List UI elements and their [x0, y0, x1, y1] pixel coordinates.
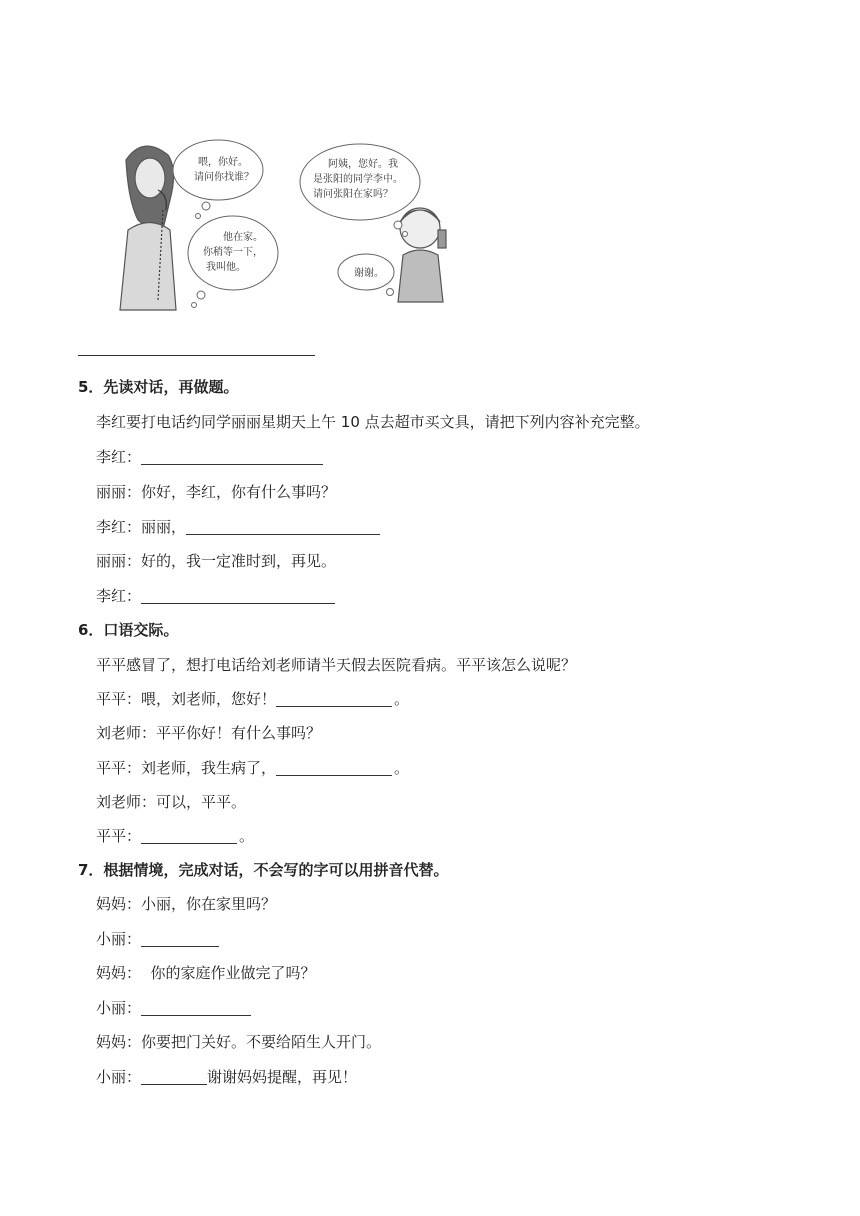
speaker: 丽丽： [96, 552, 142, 570]
woman-figure [120, 146, 176, 310]
speaker: 刘老师： [96, 724, 157, 742]
speaker: 平平： [96, 759, 142, 777]
speaker: 丽丽： [96, 483, 142, 501]
speaker: 李红： [96, 518, 142, 536]
dialogue-text: 刘老师，我生病了， [141, 759, 277, 777]
q5-title: 5．先读对话，再做题。 [78, 378, 239, 396]
answer-blank[interactable] [141, 827, 237, 844]
answer-blank[interactable] [141, 930, 219, 947]
q7-line-3 [96, 962, 316, 983]
speaker: 平平： [96, 690, 142, 708]
dialogue-text: 可以，平平。 [156, 793, 247, 811]
answer-blank[interactable] [276, 690, 392, 707]
dialogue-text: 你的家庭作业做完了吗？ [141, 964, 316, 982]
speaker: 妈妈： [96, 964, 142, 982]
q5-line-5 [96, 585, 335, 606]
woman-bubble-2-line-1: 他在家。 [223, 232, 263, 243]
q5-line-4 [96, 550, 336, 571]
boy-figure [398, 208, 446, 302]
answer-line-q4[interactable] [78, 355, 315, 356]
speaker: 小丽： [96, 1068, 142, 1086]
q6-line-2 [96, 722, 321, 743]
q6-line-1 [96, 688, 409, 709]
dialogue-text: 丽丽， [141, 518, 187, 536]
q7-line-1 [96, 893, 276, 914]
woman-bubble-2-line-3: 我叫他。 [206, 262, 246, 273]
q7-title: 7．根据情境，完成对话，不会写的字可以用拼音代替。 [78, 861, 449, 879]
q5-intro: 李红要打电话约同学丽丽星期天上午 10 点去超市买文具，请把下列内容补充完整。 [96, 413, 650, 431]
answer-blank[interactable] [141, 587, 335, 604]
q6-line-4 [96, 791, 246, 812]
speaker: 妈妈： [96, 895, 142, 913]
woman-bubble-1-line-1: 喂，你好。 [198, 157, 248, 168]
speaker: 妈妈： [96, 1033, 142, 1051]
phone-call-illustration [98, 130, 478, 320]
q7-line-2 [96, 928, 219, 949]
woman-bubble-1-line-2: 请问你找谁？ [194, 172, 254, 183]
dialogue-text: 平平你好！有什么事吗？ [156, 724, 322, 742]
answer-blank[interactable] [141, 1068, 207, 1085]
speaker: 李红： [96, 448, 142, 466]
q7-line-5 [96, 1031, 381, 1052]
q5-line-3 [96, 516, 380, 537]
q6-line-5 [96, 825, 254, 846]
speaker: 刘老师： [96, 793, 157, 811]
q7-line-6 [96, 1066, 357, 1087]
speaker: 小丽： [96, 930, 142, 948]
answer-blank[interactable] [186, 518, 380, 535]
speaker: 李红： [96, 587, 142, 605]
answer-blank[interactable] [141, 448, 323, 465]
boy-bubble-1-line-3: 请问张阳在家吗？ [313, 189, 393, 200]
speaker: 小丽： [96, 999, 142, 1017]
q6-line-3 [96, 757, 409, 778]
line-suffix: 。 [239, 827, 255, 845]
dialogue-text: 你好，李红，你有什么事吗？ [141, 483, 337, 501]
boy-bubble-2-text: 谢谢。 [354, 268, 384, 279]
q7-line-4 [96, 997, 251, 1018]
boy-bubble-1-line-1: 阿姨，您好。我 [328, 159, 398, 170]
answer-blank[interactable] [276, 759, 392, 776]
woman-bubble-2-line-2: 你稍等一下， [203, 247, 263, 258]
q5-line-2 [96, 481, 336, 502]
line-suffix: 。 [394, 759, 410, 777]
speaker: 平平： [96, 827, 142, 845]
q5-line-1 [96, 446, 323, 467]
q6-title: 6．口语交际。 [78, 621, 179, 639]
dialogue-text: 喂，刘老师，您好！ [141, 690, 277, 708]
line-suffix: 。 [394, 690, 410, 708]
boy-bubble-1-line-2: 是张阳的同学李中。 [313, 174, 403, 185]
dialogue-text: 好的，我一定准时到，再见。 [141, 552, 337, 570]
answer-blank[interactable] [141, 999, 251, 1016]
q6-intro: 平平感冒了，想打电话给刘老师请半天假去医院看病。平平该怎么说呢？ [96, 656, 577, 674]
dialogue-text: 你要把门关好。不要给陌生人开门。 [141, 1033, 382, 1051]
dialogue-text: 谢谢妈妈提醒，再见！ [207, 1068, 358, 1086]
dialogue-text: 小丽，你在家里吗？ [141, 895, 277, 913]
